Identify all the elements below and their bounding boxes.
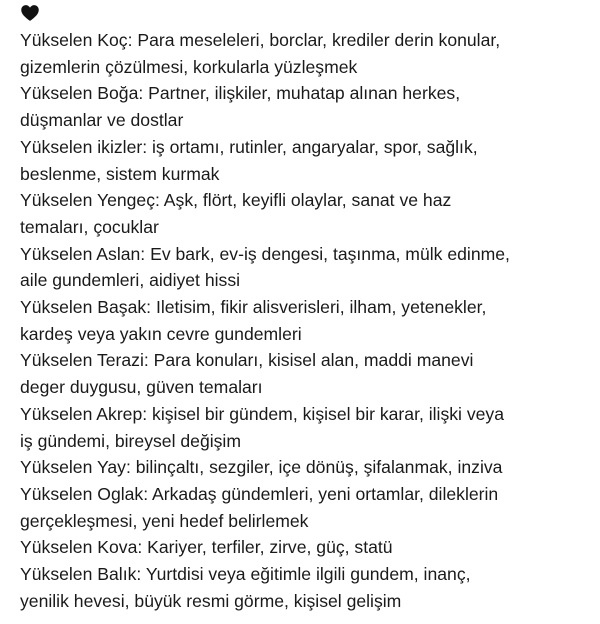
rising-sign-list bbox=[20, 27, 582, 614]
black-heart-icon bbox=[20, 3, 40, 23]
entry-kova bbox=[20, 534, 582, 561]
entry-line: temaları, çocuklar bbox=[20, 216, 159, 237]
entry-line: aile gundemleri, aidiyet hissi bbox=[20, 270, 241, 291]
entry-line: Yükselen Yengeç: Aşk, flört, keyifli olaylar, sanat ve haz bbox=[20, 190, 452, 211]
entry-line: gerçekleşmesi, yeni hedef belirlemek bbox=[20, 510, 309, 531]
entry-line: Yükselen Akrep: kişisel bir gündem, kişisel bir karar, ilişki veya bbox=[20, 403, 505, 424]
entry-line: iş gündemi, bireysel değişim bbox=[20, 430, 241, 451]
entry-terazi bbox=[20, 347, 582, 400]
entry-oglak bbox=[20, 481, 582, 534]
entry-line: Yükselen Başak: Iletisim, fikir alisverisleri, ilham, yetenekler, bbox=[20, 297, 487, 318]
entry-yay bbox=[20, 454, 582, 481]
entry-line: deger duygusu, güven temaları bbox=[20, 377, 263, 398]
entry-line: Yükselen Boğa: Partner, ilişkiler, muhatap alınan herkes, bbox=[20, 83, 461, 104]
entry-line: Yükselen Koç: Para meseleleri, borclar, krediler derin konular, bbox=[20, 30, 501, 50]
entry-line: düşmanlar ve dostlar bbox=[20, 110, 184, 131]
entry-akrep bbox=[20, 401, 582, 454]
entry-line: Yükselen Aslan: Ev bark, ev-iş dengesi, taşınma, mülk edinme, bbox=[20, 243, 510, 264]
entry-line: Yükselen Balık: Yurtdisi veya eğitimle ilgili gundem, inanç, bbox=[20, 564, 471, 585]
entry-line: Yükselen Yay: bilinçaltı, sezgiler, içe dönüş, şifalanmak, inziva bbox=[20, 457, 503, 478]
entry-yengec bbox=[20, 187, 582, 240]
entry-line: gizemlerin çözülmesi, korkularla yüzleşmek bbox=[20, 56, 358, 77]
entry-line: kardeş veya yakın cevre gundemleri bbox=[20, 323, 302, 344]
entry-balik bbox=[20, 561, 582, 614]
entry-ikizler bbox=[20, 134, 582, 187]
entry-basak bbox=[20, 294, 582, 347]
entry-line: Yükselen Terazi: Para konuları, kisisel alan, maddi manevi bbox=[20, 350, 474, 371]
entry-aslan bbox=[20, 241, 582, 294]
entry-boga bbox=[20, 80, 582, 133]
entry-line: Yükselen Kova: Kariyer, terfiler, zirve, güç, statü bbox=[20, 537, 393, 558]
entry-line: yenilik hevesi, büyük resmi görme, kişisel gelişim bbox=[20, 590, 402, 611]
entry-koc bbox=[20, 27, 582, 80]
entry-line: Yükselen Oglak: Arkadaş gündemleri, yeni ortamlar, dileklerin bbox=[20, 483, 499, 504]
entry-line: beslenme, sistem kurmak bbox=[20, 163, 220, 184]
entry-line: Yükselen ikizler: iş ortamı, rutinler, angaryalar, spor, sağlık, bbox=[20, 136, 478, 157]
